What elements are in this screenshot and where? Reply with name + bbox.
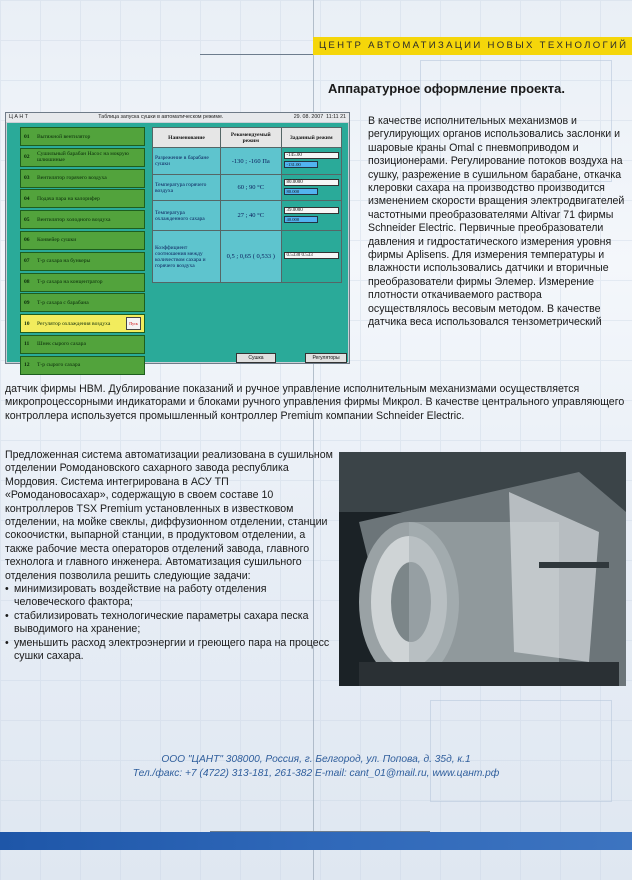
setpoint-input[interactable]: 0.5330 0.533	[284, 252, 340, 259]
scada-menu-item[interactable]: 01 Вытяжной вентилятор	[20, 127, 145, 146]
dry-button[interactable]: Сушка	[236, 353, 276, 363]
scada-menu-item[interactable]: 06 Конвейер сушки	[20, 231, 145, 250]
scada-menu-item[interactable]: 09 Т-р сахара с барабана	[20, 293, 145, 312]
setpoint-value[interactable]: 40.000	[284, 216, 318, 223]
scada-logo: Ц А Н Т	[9, 114, 28, 120]
scada-menu-item[interactable]: 07 Т-р сахара на бункеры	[20, 252, 145, 271]
scada-title-bar	[6, 113, 349, 122]
table-row: Разрежение в барабане сушки -130 ; -160 Па -145.00 -131.00	[153, 148, 342, 175]
header-banner	[313, 37, 632, 55]
table-header: Рекомендуемый режим	[221, 128, 281, 148]
list-item: • уменьшить расход электроэнергии и греющего пара на процесс сушки сахара.	[5, 637, 333, 664]
table-header: Наименование	[153, 128, 221, 148]
table-row: Коэффициент соотношения между количеством сахара и горячего воздуха 0,5 ; 0,65 ( 0,533 ) 0.5330 0.533	[153, 231, 342, 283]
scada-menu-item[interactable]: 02 Сушильный барабан Насос на мокрую шлюшиные	[20, 148, 145, 167]
footer-contacts: Тел./факс: +7 (4722) 313-181, 261-382 E-mail: cant_01@mail.ru, www.цант.рф	[132, 768, 500, 779]
table-header: Заданный режим	[281, 128, 342, 148]
scada-menu-item[interactable]: 11 Шнек сырого сахара	[20, 335, 145, 354]
bottom-bar	[0, 832, 632, 850]
scada-body	[7, 123, 348, 369]
scada-screenshot	[5, 112, 350, 369]
scada-setpoint-table	[152, 127, 342, 302]
background-drawing	[430, 700, 612, 802]
header-banner-text: ЦЕНТР АВТОМАТИЗАЦИИ НОВЫХ ТЕХНОЛОГИЙ	[319, 40, 629, 51]
scada-start-button[interactable]: Пуск	[126, 317, 141, 330]
text-full-width: датчик фирмы HBM. Дублирование показаний и ручное управление исполнительным механизмами осуществляется микропроцессорными индикаторами и блоками ручного управления фирмы Микрол. В качестве центрального управляющего контроллера используется промышленный контроллер Premium компании Schneider Electric.	[5, 383, 625, 422]
scada-menu-item[interactable]: 12 Т-р сырого сахара	[20, 356, 145, 375]
tasks-list	[5, 583, 333, 663]
setpoint-value[interactable]: 80.000	[284, 188, 318, 195]
setpoint-input[interactable]: 39.0000	[284, 207, 340, 214]
scada-menu-item[interactable]: 04 Подача пара на калорифер	[20, 189, 145, 208]
scada-menu-item[interactable]: 08 Т-р сахара на концентратор	[20, 273, 145, 292]
scada-title: Таблица запуска сушки в автоматическом режиме.	[98, 114, 224, 120]
scada-menu	[20, 127, 145, 377]
table-row: Температура горячего воздуха 60 ; 90 °С 80.0000 80.000	[153, 175, 342, 201]
list-item: • стабилизировать технологические параметры сахара песка выводимого на хранение;	[5, 610, 333, 637]
footer-address: ООО "ЦАНТ" 308000, Россия, г. Белгород, ул. Попова, д. 35д, к.1	[161, 754, 471, 765]
section-title: Аппаратурное оформление проекта.	[328, 81, 565, 96]
regulators-button[interactable]: Регуляторы	[305, 353, 347, 363]
scada-menu-item[interactable]: 05 Вентилятор холодного воздуха	[20, 210, 145, 229]
scada-datetime: 29. 08. 2007 11:11 21	[293, 114, 346, 120]
scada-menu-item[interactable]: 03 Вентилятор горячего воздуха	[20, 169, 145, 188]
list-item: • минимизировать воздействие на работу отделения человеческого фактора;	[5, 583, 333, 610]
text-left-bottom: Предложенная система автоматизации реализована в сушильном отделении Ромодановского сахарного завода республика Мордовия. Система интегрирована в АСУ ТП «Ромодановосахар», содержащую в своем составе 10 контроллеров TSX Premium установленных в известковом отделении, на мойке свеклы, диффузионном отделении, станции сокоочистки, выпарной станции, в продуктовом отделении, а также рабочие места операторов отделений завода, главного технолога и главного инженера. Автоматизация сушильного отделения позволила решить следующие задачи: • минимизировать воздействие на работу отделения человеческого фактора; • стабилизировать технологические параметры сахара песка выводимого на хранение; • уменьшить расход электроэнергии и греющего пара на процесс сушки сахара.	[5, 449, 333, 664]
table-row: Температура охлажденного сахара 27 ; 40 °С 39.0000 40.000	[153, 201, 342, 231]
setpoint-input[interactable]: 80.0000	[284, 179, 340, 186]
scada-menu-item-active[interactable]: 10 Регулятор охлаждения воздуха Пуск	[20, 314, 145, 333]
text-right-top: В качестве исполнительных механизмов и регулирующих органов использовались заслонки и шаровые краны Omal с пневмоприводом и позиционерами. Регулирование потоков воздуха на сушку, разрежение в сушильном барабане, откачка клеровки сахара на производство производится изменением скорости вращения электродвигателей частотными преобразователями Altivar 71 фирмы Schneider Electric. Первичные преобразователи давления и гидростатического измерения уровня фирмы Aplisens. Для измерения температуры и влажности использовались датчики и вторичные преобразователи фирмы Элемер. Измерение плотности откачиваемого раствора осуществлялось весовым методом. В качестве датчика веса использовался тензометрический	[368, 115, 625, 329]
setpoint-value[interactable]: -131.00	[284, 161, 318, 168]
setpoint-input[interactable]: -145.00	[284, 152, 340, 159]
dryer-drum-photo	[339, 452, 626, 686]
